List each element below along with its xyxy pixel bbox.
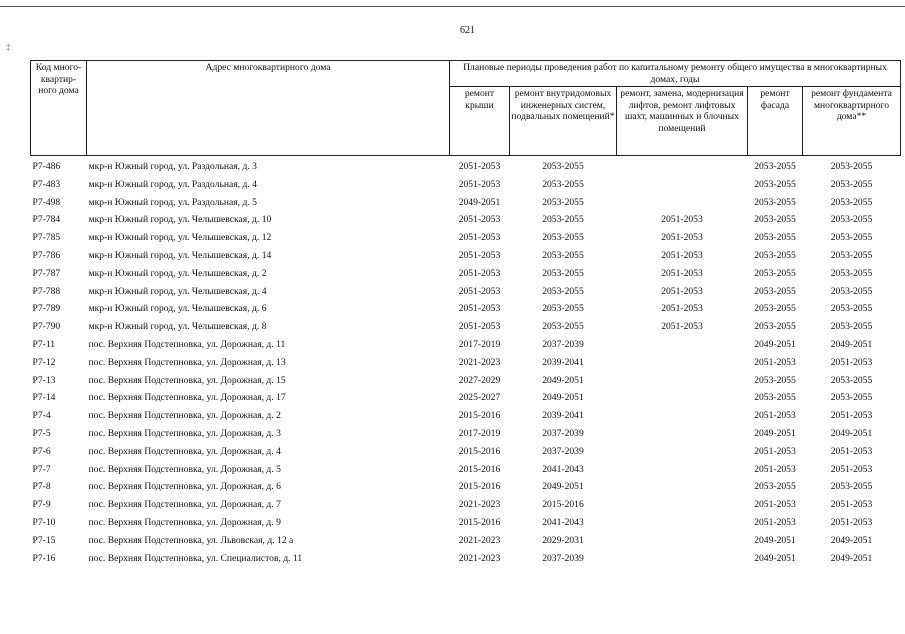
cell-code: Р7-15 (32, 534, 56, 546)
cell-address: мкр-н Южный город, ул. Челышевская, д. 8 (88, 321, 267, 333)
cell-roof: 2017-2019 (458, 339, 501, 351)
cell-code: Р7-498 (32, 196, 61, 208)
cell-roof: 2015-2016 (458, 445, 501, 457)
table-row (31, 372, 901, 390)
cell-roof: 2021-2023 (458, 534, 501, 546)
cell-elevators (617, 461, 748, 479)
cell-address: пос. Верхняя Подстепновка, ул. Дорожная, д. 13 (88, 356, 286, 368)
cell-engineering: 2053-2055 (542, 178, 584, 190)
cell-facade: 2053-2055 (754, 232, 796, 244)
cell-code: Р7-785 (32, 232, 61, 244)
cell-roof: 2051-2053 (458, 161, 501, 173)
cell-address: мкр-н Южный город, ул. Челышевская, д. 4 (88, 285, 267, 297)
cell-engineering: 2037-2039 (542, 428, 584, 440)
cell-address: пос. Верхняя Подстепновка, ул. Львовская, д. 12 а (88, 534, 294, 546)
cell-address: мкр-н Южный город, ул. Челышевская, д. 2 (88, 267, 267, 279)
cell-facade: 2051-2053 (754, 410, 796, 422)
cell-engineering: 2053-2055 (542, 250, 584, 262)
cell-facade: 2053-2055 (754, 303, 796, 315)
cell-roof: 2015-2016 (458, 410, 501, 422)
cell-foundation: 2051-2053 (830, 410, 873, 422)
cell-foundation: 2053-2055 (830, 250, 873, 262)
cell-foundation: 2053-2055 (830, 161, 873, 173)
cell-facade: 2053-2055 (754, 321, 796, 333)
table-row (31, 229, 901, 247)
cell-roof: 2051-2053 (458, 214, 501, 226)
table-row (31, 176, 901, 194)
cell-code: Р7-789 (32, 303, 61, 315)
cell-facade: 2049-2051 (754, 339, 796, 351)
cell-address: мкр-н Южный город, ул. Челышевская, д. 10 (88, 214, 272, 226)
cell-elevators: 2051-2053 (661, 267, 703, 279)
cell-foundation: 2053-2055 (830, 481, 873, 493)
cell-facade: 2053-2055 (754, 161, 796, 173)
cell-engineering: 2053-2055 (542, 321, 584, 333)
cell-foundation: 2053-2055 (830, 321, 873, 333)
cell-elevators (617, 354, 748, 372)
cell-foundation: 2053-2055 (830, 196, 873, 208)
table-row (31, 265, 901, 283)
table-row (31, 211, 901, 229)
cell-roof: 2015-2016 (458, 481, 501, 493)
cell-engineering: 2037-2039 (542, 445, 584, 457)
cell-address: мкр-н Южный город, ул. Челышевская, д. 12 (88, 232, 272, 244)
cell-roof: 2015-2016 (458, 517, 501, 529)
cell-engineering: 2053-2055 (542, 161, 584, 173)
cell-foundation: 2053-2055 (830, 374, 873, 386)
cell-address: мкр-н Южный город, ул. Челышевская, д. 14 (88, 250, 272, 262)
cell-foundation: 2049-2051 (830, 428, 873, 440)
cell-foundation: 2049-2051 (830, 552, 873, 564)
table-row (31, 478, 901, 496)
cell-engineering: 2053-2055 (542, 303, 584, 315)
cell-address: мкр-н Южный город, ул. Раздольная, д. 5 (88, 196, 257, 208)
cell-address: пос. Верхняя Подстепновка, ул. Специалистов, д. 11 (88, 552, 303, 564)
table-row (31, 318, 901, 336)
cell-roof: 2017-2019 (458, 428, 501, 440)
table-row (31, 389, 901, 407)
table-row (31, 283, 901, 301)
cell-facade: 2053-2055 (754, 267, 796, 279)
cell-engineering: 2041-2043 (542, 517, 584, 529)
cell-facade: 2051-2053 (754, 463, 796, 475)
cell-code: Р7-14 (32, 392, 56, 404)
table-row (31, 514, 901, 532)
header-code: Код много-квартир-ного дома (31, 61, 87, 156)
cell-foundation: 2051-2053 (830, 463, 873, 475)
cell-engineering: 2041-2043 (542, 463, 584, 475)
cell-roof: 2051-2053 (458, 178, 501, 190)
cell-address: мкр-н Южный город, ул. Раздольная, д. 4 (88, 178, 257, 190)
cell-facade: 2051-2053 (754, 445, 796, 457)
cell-elevators (617, 389, 748, 407)
cell-code: Р7-787 (32, 267, 61, 279)
cell-address: пос. Верхняя Подстепновка, ул. Дорожная, д. 7 (88, 499, 281, 511)
table-row (31, 300, 901, 318)
cell-elevators (617, 550, 748, 568)
cell-code: Р7-16 (32, 552, 56, 564)
cell-facade: 2053-2055 (754, 214, 796, 226)
cell-foundation: 2049-2051 (830, 339, 873, 351)
cell-address: пос. Верхняя Подстепновка, ул. Дорожная, д. 3 (88, 428, 281, 440)
cell-code: Р7-483 (32, 178, 61, 190)
cell-code: Р7-784 (32, 214, 61, 226)
table-row (31, 425, 901, 443)
cell-roof: 2049-2051 (458, 196, 501, 208)
cell-facade: 2053-2055 (754, 250, 796, 262)
cell-engineering: 2053-2055 (542, 267, 584, 279)
cell-roof: 2051-2053 (458, 267, 501, 279)
cell-roof: 2051-2053 (458, 232, 501, 244)
cell-foundation: 2053-2055 (830, 178, 873, 190)
cell-roof: 2051-2053 (458, 250, 501, 262)
cell-code: Р7-790 (32, 321, 61, 333)
cell-elevators: 2051-2053 (661, 232, 703, 244)
cell-elevators (617, 372, 748, 390)
cell-elevators: 2051-2053 (661, 250, 703, 262)
cell-code: Р7-6 (32, 445, 51, 457)
cell-foundation: 2053-2055 (830, 285, 873, 297)
cell-foundation: 2051-2053 (830, 356, 873, 368)
cell-engineering: 2049-2051 (542, 374, 584, 386)
header-roof: ремонт крыши (450, 87, 510, 156)
cell-roof: 2021-2023 (458, 499, 501, 511)
cell-roof: 2025-2027 (458, 392, 501, 404)
header-engineering: ремонт внутридомовых инженерных систем, подвальных помещений* (510, 87, 617, 156)
table-row (31, 194, 901, 212)
cell-code: Р7-788 (32, 285, 61, 297)
cell-elevators: 2051-2053 (661, 321, 703, 333)
cell-facade: 2051-2053 (754, 499, 796, 511)
cell-foundation: 2053-2055 (830, 267, 873, 279)
cell-elevators (617, 514, 748, 532)
cell-code: Р7-10 (32, 517, 56, 529)
table-row (31, 550, 901, 568)
table-row (31, 532, 901, 550)
cell-elevators: 2051-2053 (661, 214, 703, 226)
cell-code: Р7-786 (32, 250, 61, 262)
cell-engineering: 2053-2055 (542, 285, 584, 297)
cell-elevators (617, 443, 748, 461)
page-top-rule (0, 6, 905, 7)
cell-elevators (617, 532, 748, 550)
cell-roof: 2051-2053 (458, 321, 501, 333)
header-foundation: ремонт фундамента многоквартирного дома** (803, 87, 901, 156)
page-number: 621 (460, 25, 475, 36)
cell-facade: 2051-2053 (754, 356, 796, 368)
cell-facade: 2051-2053 (754, 517, 796, 529)
cell-code: Р7-9 (32, 499, 51, 511)
cell-address: пос. Верхняя Подстепновка, ул. Дорожная, д. 2 (88, 410, 281, 422)
table-row (31, 247, 901, 265)
cell-roof: 2021-2023 (458, 552, 501, 564)
cell-elevators (617, 496, 748, 514)
cell-facade: 2049-2051 (754, 428, 796, 440)
cell-address: мкр-н Южный город, ул. Раздольная, д. 3 (88, 161, 257, 173)
cell-foundation: 2051-2053 (830, 517, 873, 529)
cell-engineering: 2053-2055 (542, 196, 584, 208)
table-row (31, 443, 901, 461)
cell-code: Р7-7 (32, 463, 51, 475)
cell-facade: 2053-2055 (754, 481, 796, 493)
cell-engineering: 2039-2041 (542, 356, 584, 368)
cell-foundation: 2053-2055 (830, 232, 873, 244)
cell-foundation: 2053-2055 (830, 214, 873, 226)
cell-code: Р7-13 (32, 374, 56, 386)
cell-address: пос. Верхняя Подстепновка, ул. Дорожная, д. 4 (88, 445, 281, 457)
cell-address: пос. Верхняя Подстепновка, ул. Дорожная, д. 9 (88, 517, 281, 529)
header-periods-group: Плановые периоды проведения работ по капитальному ремонту общего имущества в многоквартирных домах, годы (450, 61, 901, 87)
cell-facade: 2053-2055 (754, 196, 796, 208)
table-row (31, 336, 901, 354)
header-row-top (31, 61, 901, 87)
cell-engineering: 2049-2051 (542, 392, 584, 404)
table-row (31, 407, 901, 425)
cell-foundation: 2053-2055 (830, 303, 873, 315)
cell-roof: 2015-2016 (458, 463, 501, 475)
cell-address: пос. Верхняя Подстепновка, ул. Дорожная, д. 15 (88, 374, 286, 386)
header-facade: ремонт фасада (748, 87, 803, 156)
cell-facade: 2053-2055 (754, 374, 796, 386)
cell-elevators (617, 478, 748, 496)
cell-foundation: 2051-2053 (830, 499, 873, 511)
cell-elevators: 2051-2053 (661, 285, 703, 297)
cell-elevators (617, 425, 748, 443)
cell-engineering: 2015-2016 (542, 499, 584, 511)
cell-facade: 2053-2055 (754, 392, 796, 404)
cell-foundation: 2049-2051 (830, 534, 873, 546)
cell-code: Р7-4 (32, 410, 51, 422)
cell-engineering: 2037-2039 (542, 552, 584, 564)
cell-engineering: 2049-2051 (542, 481, 584, 493)
repair-schedule-table (30, 60, 901, 567)
cell-code: Р7-8 (32, 481, 51, 493)
cell-roof: 2027-2029 (458, 374, 501, 386)
table-header (31, 61, 901, 156)
cell-facade: 2053-2055 (754, 285, 796, 297)
cell-code: Р7-5 (32, 428, 51, 440)
table-row (31, 156, 901, 176)
cell-engineering: 2037-2039 (542, 339, 584, 351)
cell-address: мкр-н Южный город, ул. Челышевская, д. 6 (88, 303, 267, 315)
cell-engineering: 2029-2031 (542, 534, 584, 546)
cell-address: пос. Верхняя Подстепновка, ул. Дорожная, д. 6 (88, 481, 281, 493)
cell-facade: 2049-2051 (754, 534, 796, 546)
cell-engineering: 2039-2041 (542, 410, 584, 422)
cell-foundation: 2051-2053 (830, 445, 873, 457)
table-row (31, 461, 901, 479)
cell-code: Р7-11 (32, 339, 56, 351)
header-address: Адрес многоквартирного дома (87, 61, 450, 156)
cell-roof: 2021-2023 (458, 356, 501, 368)
cell-facade: 2049-2051 (754, 552, 796, 564)
cell-elevators (617, 176, 748, 194)
cell-elevators (617, 156, 748, 176)
cell-elevators (617, 194, 748, 212)
cell-roof: 2051-2053 (458, 303, 501, 315)
table-row (31, 496, 901, 514)
cell-engineering: 2053-2055 (542, 232, 584, 244)
cell-facade: 2053-2055 (754, 178, 796, 190)
cell-elevators (617, 336, 748, 354)
cell-engineering: 2053-2055 (542, 214, 584, 226)
cell-address: пос. Верхняя Подстепновка, ул. Дорожная, д. 11 (88, 339, 286, 351)
cell-address: пос. Верхняя Подстепновка, ул. Дорожная, д. 5 (88, 463, 281, 475)
table-row (31, 354, 901, 372)
cell-roof: 2051-2053 (458, 285, 501, 297)
margin-mark-icon: ‡ (6, 42, 11, 52)
table-body (31, 156, 901, 568)
cell-foundation: 2053-2055 (830, 392, 873, 404)
cell-elevators: 2051-2053 (661, 303, 703, 315)
cell-address: пос. Верхняя Подстепновка, ул. Дорожная, д. 17 (88, 392, 286, 404)
cell-code: Р7-12 (32, 356, 56, 368)
cell-elevators (617, 407, 748, 425)
header-elevators: ремонт, замена, модернизация лифтов, ремонт лифтовых шахт, машинных и блочных помещений (617, 87, 748, 156)
cell-code: Р7-486 (32, 161, 61, 173)
